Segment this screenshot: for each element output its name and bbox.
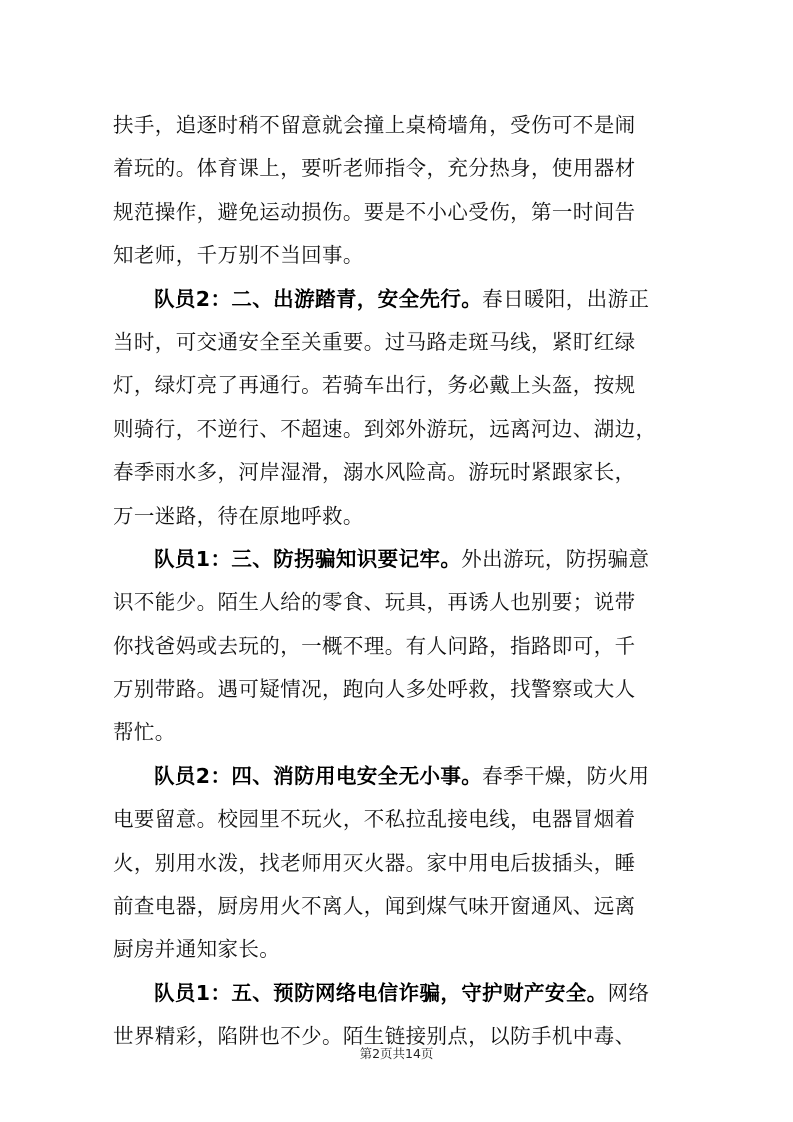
paragraph-first-text: 春季干燥，防火用 — [482, 763, 650, 788]
paragraph-line: 前查电器，厨房用火不离人，闻到煤气味开窗通风、远离 — [113, 894, 636, 919]
paragraph-line: 识不能少。陌生人给的零食、玩具，再诱人也别要；说带 — [113, 590, 636, 615]
paragraph-line: 帮忙。 — [113, 720, 176, 745]
paragraph-line: 着玩的。体育课上，要听老师指令，充分热身，使用器材 — [113, 156, 636, 181]
paragraph-line: 厨房并通知家长。 — [113, 937, 281, 962]
paragraph-first-text: 外出游玩，防拐骗意 — [461, 546, 650, 571]
paragraph-first-text: 网络 — [607, 980, 650, 1005]
speaker-heading: 队员2：四、消防用电安全无小事。 — [154, 763, 483, 788]
body-text — [113, 104, 683, 1059]
page-footer — [0, 1044, 793, 1062]
paragraph-line: 灯，绿灯亮了再通行。若骑车出行，务必戴上头盔，按规 — [113, 373, 636, 398]
paragraph-first-line — [113, 278, 683, 321]
paragraph-line: 规范操作，避免运动损伤。要是不小心受伤，第一时间告 — [113, 199, 636, 224]
paragraph-line: 则骑行，不逆行、不超速。到郊外游玩，远离河边、湖边， — [113, 416, 657, 441]
paragraph-first-line — [113, 755, 683, 798]
paragraph-first-line — [113, 538, 683, 581]
paragraph-line: 你找爸妈或去玩的，一概不理。有人问路，指路即可，千 — [113, 633, 636, 658]
paragraph-line: 火，别用水泼，找老师用灭火器。家中用电后拔插头，睡 — [113, 850, 636, 875]
paragraph-line: 当时，可交通安全至关重要。过马路走斑马线，紧盯红绿 — [113, 329, 636, 354]
paragraph-2 — [113, 278, 683, 538]
speaker-heading: 队员1：五、预防网络电信诈骗，守护财产安全。 — [154, 980, 608, 1005]
paragraph-1 — [113, 104, 683, 278]
paragraph-3 — [113, 538, 683, 755]
paragraph-line: 万别带路。遇可疑情况，跑向人多处呼救，找警察或大人 — [113, 677, 636, 702]
speaker-heading: 队员1：三、防拐骗知识要记牢。 — [154, 546, 462, 571]
paragraph-line: 春季雨水多，河岸湿滑，溺水风险高。游玩时紧跟家长， — [113, 460, 636, 485]
paragraph-4 — [113, 755, 683, 972]
paragraph-line: 世界精彩，陷阱也不少。陌生链接别点，以防手机中毒、 — [113, 1024, 636, 1049]
paragraph-line: 万一迷路，待在原地呼救。 — [113, 503, 364, 528]
paragraph-first-text: 春日暖阳，出游正 — [482, 286, 650, 311]
paragraph-first-line — [113, 972, 683, 1015]
speaker-heading: 队员2：二、出游踏青，安全先行。 — [154, 286, 483, 311]
paragraph-line: 扶手，追逐时稍不留意就会撞上桌椅墙角，受伤可不是闹 — [113, 113, 636, 137]
page-number-label: 第2页共14页 — [359, 1046, 434, 1061]
paragraph-line: 电要留意。校园里不玩火，不私拉乱接电线，电器冒烟着 — [113, 807, 636, 832]
paragraph-line: 知老师，千万别不当回事。 — [113, 243, 364, 268]
